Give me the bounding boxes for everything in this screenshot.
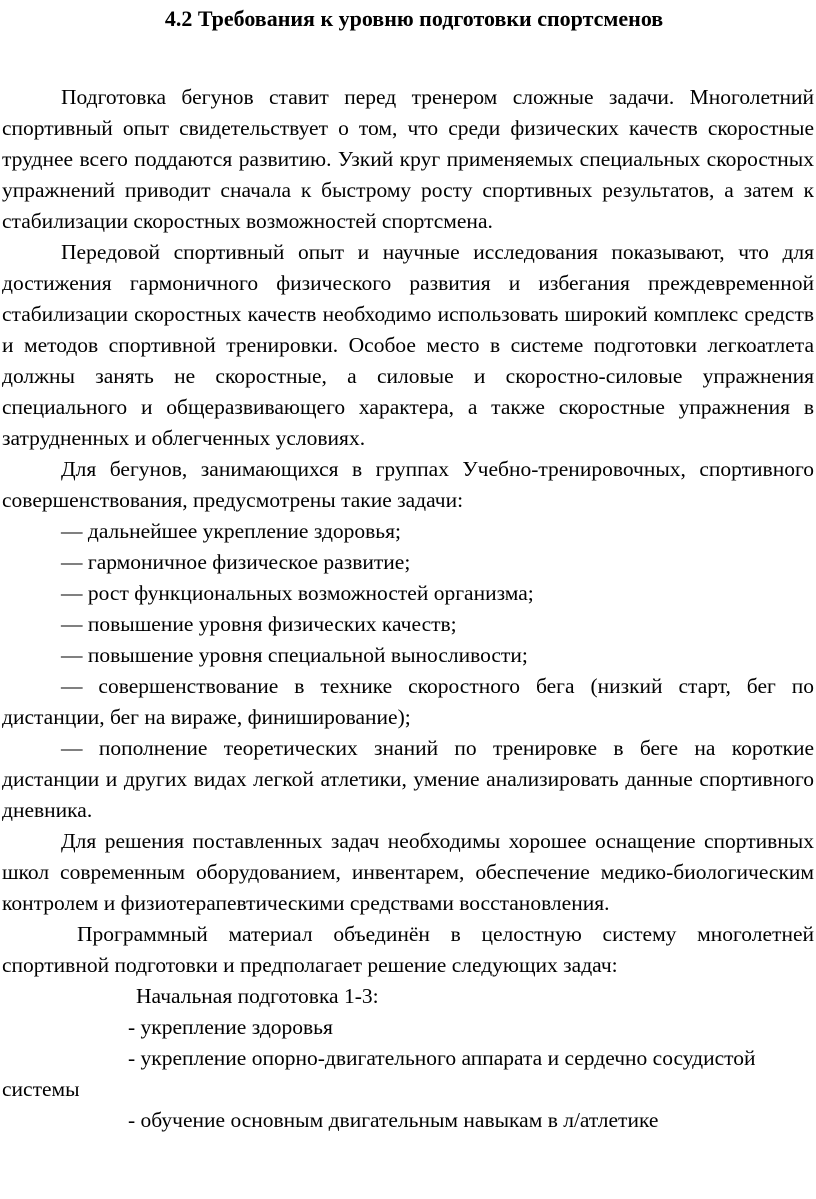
task-list-item: — совершенствование в технике скоростного бега (низкий старт, бег по дистанции, бег на вираже, финиширование); xyxy=(2,674,814,729)
paragraph-program: Программный материал объединён в целостную систему многолетней спортивной подготовки и предполагает решение следующих задач: xyxy=(2,922,814,977)
task-list-item: — повышение уровня физических качеств; xyxy=(61,612,457,636)
paragraph-intro: Подготовка бегунов ставит перед тренером сложные задачи. Многолетний спортивный опыт свидетельствует о том, что среди физических качеств скоростные труднее всего поддаются развитию. Узкий круг применяемых специальных скоростных упражнений приводит сначала к быстрому росту спортивных результатов, а затем к стабилизации скоростных возможностей спортсмена. xyxy=(2,85,814,233)
initial-training-item: - укрепление здоровья xyxy=(128,1015,333,1039)
paragraph-experience: Передовой спортивный опыт и научные исследования показывают, что для достижения гармоничного физического развития и избегания преждевременной стабилизации скоростных качеств необходимо использовать широкий комплекс средств и методов спортивной тренировки. Особое место в системе подготовки легкоатлета должны занять не скоростные, а силовые и скоростно-силовые упражнения специального и общеразвивающего характера, а также скоростные упражнения в затрудненных и облегченных условиях. xyxy=(2,240,814,450)
heading-spacer xyxy=(2,34,814,82)
paragraph-equipment: Для решения поставленных задач необходимы хорошее оснащение спортивных школ современным оборудованием, инвентарем, обеспечение медико-биологическим контролем и физиотерапевтическими средствами восстановления. xyxy=(2,829,814,915)
initial-training-heading: Начальная подготовка 1-3: xyxy=(136,984,379,1008)
section-heading: 4.2 Требования к уровню подготовки спортсменов xyxy=(164,6,664,31)
task-list-item: — пополнение теоретических знаний по тренировке в беге на короткие дистанции и других видах легкой атлетики, умение анализировать данные спортивного дневника. xyxy=(2,736,814,822)
task-list-item: — гармоничное физическое развитие; xyxy=(61,550,411,574)
task-list-item: — рост функциональных возможностей организма; xyxy=(61,581,534,605)
task-list-item: — повышение уровня специальной выносливости; xyxy=(61,643,528,667)
initial-training-item: - укрепление опорно-двигательного аппарата и сердечно сосудистой системы xyxy=(2,1046,756,1101)
task-list-item: — дальнейшее укрепление здоровья; xyxy=(61,519,401,543)
paragraph-groups: Для бегунов, занимающихся в группах Учебно-тренировочных, спортивного совершенствования, предусмотрены такие задачи: xyxy=(2,457,814,512)
initial-training-item: - обучение основным двигательным навыкам в л/атлетике xyxy=(128,1108,659,1132)
